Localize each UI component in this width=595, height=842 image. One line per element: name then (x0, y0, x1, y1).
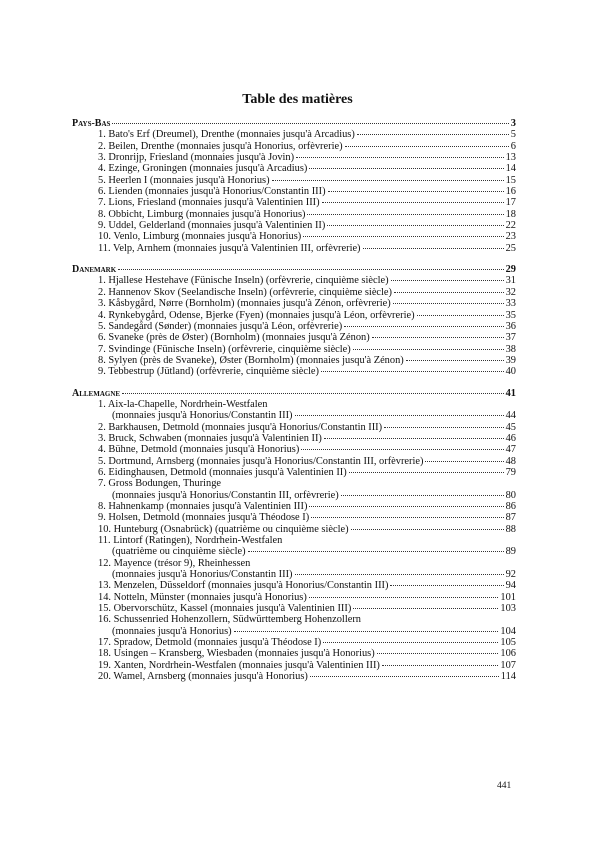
entry-title: 1. Hjallese Hestehave (Fünische Inseln) (orfèvrerie, cinquième siècle) (98, 275, 389, 287)
toc-entry (72, 490, 516, 501)
toc-entry (72, 433, 516, 444)
entry-title: 3. Kåsbygård, Nørre (Bornholm) (monnaies jusqu'à Zénon, orfèvrerie) (98, 298, 391, 310)
entry-title: 20. Wamel, Arnsberg (monnaies jusqu'à Honorius) (98, 671, 308, 683)
entry-title: 6. Svaneke (près de Øster) (Bornholm) (monnaies jusqu'à Zénon) (98, 332, 370, 344)
toc-entry (72, 410, 516, 421)
entry-page-number: 25 (505, 242, 516, 254)
toc-entry (72, 243, 516, 254)
entry-page-number: 105 (500, 637, 516, 649)
dot-leader (393, 303, 504, 304)
dot-leader (349, 472, 504, 473)
entry-page-number: 89 (505, 546, 516, 558)
dot-leader (363, 248, 504, 249)
entry-title: 4. Rynkebygård, Odense, Bjerke (Fyen) (monnaies jusqu'à Léon, orfèvrerie) (98, 309, 415, 321)
entry-page-number: 6 (510, 140, 516, 152)
section-title: Pays-Bas (72, 118, 111, 129)
entry-page-number: 39 (505, 354, 516, 366)
entry-page-number: 80 (505, 489, 516, 501)
toc-entry (72, 298, 516, 309)
entry-page-number: 13 (505, 152, 516, 164)
toc-entry (72, 275, 516, 286)
entry-page-number: 15 (505, 174, 516, 186)
entry-title: 6. Lienden (monnaies jusqu'à Honorius/Constantin III) (98, 186, 326, 198)
toc-entry (72, 637, 516, 648)
entry-page-number: 38 (505, 343, 516, 355)
entry-page-number: 44 (505, 410, 516, 422)
entry-title: (quatrième ou cinquième siècle) (112, 546, 246, 558)
toc-entry (72, 152, 516, 163)
dot-leader (384, 427, 504, 428)
dot-leader (310, 676, 499, 677)
entry-page-number: 35 (505, 309, 516, 321)
entry-title: 4. Bühne, Detmold (monnaies jusqu'à Honorius) (98, 444, 300, 456)
entry-title: 15. Obervorschütz, Kassel (monnaies jusqu'à Valentinien III) (98, 603, 352, 615)
entry-title: 10. Venlo, Limburg (monnaies jusqu'à Honorius) (98, 231, 302, 243)
toc-entry (72, 546, 516, 557)
entry-page-number: 48 (505, 455, 516, 467)
entry-title: 5. Dortmund, Arnsberg (monnaies jusqu'à Honorius/Constantin III, orfèvrerie) (98, 455, 424, 467)
entry-title: 7. Lions, Friesland (monnaies jusqu'à Valentinien III) (98, 197, 320, 209)
entry-page-number: 14 (505, 163, 516, 175)
toc-entry (72, 310, 516, 321)
toc-entry (72, 512, 516, 523)
entry-title: (monnaies jusqu'à Honorius/Constantin III) (112, 569, 293, 581)
entry-page-number: 47 (505, 444, 516, 456)
entry-title: 12. Mayence (trésor 9), Rheinhessen (98, 557, 251, 569)
entry-page-number: 18 (505, 208, 516, 220)
entry-title: 1. Aix-la-Chapelle, Nordrhein-Westfalen (98, 398, 268, 410)
toc-entry (72, 614, 516, 625)
entry-title: (monnaies jusqu'à Honorius/Constantin III) (112, 410, 293, 422)
toc-entry (72, 535, 516, 546)
toc-entry (72, 321, 516, 332)
dot-leader (307, 214, 503, 215)
dot-leader (272, 180, 504, 181)
toc-entry (72, 501, 516, 512)
section-title: Allemagne (72, 387, 121, 399)
entry-title: 8. Sylyen (près de Svaneke), Øster (Bornholm) (monnaies jusqu'à Zénon) (98, 354, 404, 366)
entry-page-number: 88 (505, 523, 516, 535)
toc-entry (72, 592, 516, 603)
toc-entry (72, 197, 516, 208)
dot-leader (248, 551, 504, 552)
toc-entry (72, 287, 516, 298)
entry-page-number: 103 (500, 603, 516, 615)
entry-page-number: 94 (505, 580, 516, 592)
dot-leader (377, 653, 499, 654)
entry-title: 10. Hunteburg (Osnabrück) (quatrième ou cinquième siècle) (98, 523, 349, 535)
entry-page-number: 33 (505, 298, 516, 310)
entry-page-number: 23 (505, 231, 516, 243)
toc-entry (72, 186, 516, 197)
dot-leader (357, 134, 509, 135)
toc-entry (72, 671, 516, 682)
toc-entry (72, 220, 516, 231)
page-title: Table des matières (242, 92, 353, 107)
dot-leader (341, 495, 504, 496)
entry-title: 14. Notteln, Münster (monnaies jusqu'à Honorius) (98, 591, 307, 603)
toc-section-heading (72, 118, 516, 129)
entry-page-number: 37 (505, 332, 516, 344)
dot-leader (351, 529, 504, 530)
dot-leader (382, 665, 499, 666)
entry-title: 8. Obbicht, Limburg (monnaies jusqu'à Honorius) (98, 208, 306, 220)
toc-entry (72, 524, 516, 535)
dot-leader (309, 168, 503, 169)
dot-leader (112, 123, 508, 124)
toc-entry (72, 580, 516, 591)
entry-page-number: 101 (500, 591, 516, 603)
toc-entry (72, 478, 516, 489)
entry-title: 2. Hannenov Skov (Seelandische Inseln) (orfèvrerie, cinquième siècle) (98, 286, 393, 298)
toc-entry (72, 344, 516, 355)
toc-entry (72, 332, 516, 343)
toc-entry (72, 399, 516, 410)
dot-leader (406, 360, 504, 361)
entry-page-number: 36 (505, 320, 516, 332)
dot-leader (345, 146, 509, 147)
dot-leader (344, 326, 503, 327)
dot-leader (394, 292, 504, 293)
entry-page-number: 45 (505, 421, 516, 433)
toc-entry (72, 603, 516, 614)
dot-leader (327, 225, 503, 226)
entry-page-number: 87 (505, 512, 516, 524)
toc-entry (72, 141, 516, 152)
section-title: Danemark (72, 264, 117, 276)
dot-leader (122, 393, 504, 394)
entry-title: (monnaies jusqu'à Honorius/Constantin III, orfèvrerie) (112, 489, 339, 501)
toc-section-heading (72, 388, 516, 399)
toc-entry (72, 355, 516, 366)
toc-entry (72, 129, 516, 140)
entry-title: 2. Barkhausen, Detmold (monnaies jusqu'à Honorius/Constantin III) (98, 421, 383, 433)
entry-title: 6. Eidinghausen, Detmold (monnaies jusqu'à Valentinien II) (98, 466, 347, 478)
toc-section-heading (72, 264, 516, 275)
dot-leader (353, 349, 504, 350)
entry-title: 7. Svindinge (Fünische Inseln) (orfèvrerie, cinquième siècle) (98, 343, 351, 355)
toc-entry (72, 231, 516, 242)
entry-title: 7. Gross Bodungen, Thuringe (98, 478, 222, 490)
entry-title: 19. Xanten, Nordrhein-Westfalen (monnaies jusqu'à Valentinien III) (98, 659, 380, 671)
toc-entry (72, 209, 516, 220)
toc-entry (72, 660, 516, 671)
entry-page-number: 114 (500, 671, 516, 683)
entry-page-number: 79 (505, 466, 516, 478)
entry-title: 11. Lintorf (Ratingen), Nordrhein-Westfalen (98, 535, 283, 547)
entry-page-number: 46 (505, 432, 516, 444)
toc-entry (72, 366, 516, 377)
entry-title: 5. Heerlen I (monnaies jusqu'à Honorius) (98, 174, 270, 186)
entry-title: 2. Beilen, Drenthe (monnaies jusqu'à Honorius, orfèvrerie) (98, 140, 343, 152)
dot-leader (425, 461, 503, 462)
dot-leader (324, 438, 504, 439)
entry-title: 3. Bruck, Schwaben (monnaies jusqu'à Valentinien II) (98, 432, 322, 444)
toc-entry (72, 626, 516, 637)
dot-leader (372, 337, 504, 338)
dot-leader (295, 415, 504, 416)
dot-leader (390, 585, 503, 586)
dot-leader (309, 597, 499, 598)
entry-title: 4. Ezinge, Groningen (monnaies jusqu'à Arcadius) (98, 163, 308, 175)
entry-title: 11. Velp, Arnhem (monnaies jusqu'à Valentinien III, orfèvrerie) (98, 242, 361, 254)
dot-leader (303, 236, 503, 237)
entry-page-number: 16 (505, 186, 516, 198)
toc-entry (72, 422, 516, 433)
entry-page-number: 22 (505, 220, 516, 232)
section-page-number: 41 (505, 387, 516, 399)
dot-leader (118, 269, 503, 270)
entry-title: 8. Hahnenkamp (monnaies jusqu'à Valentinien III) (98, 501, 308, 512)
toc-entry (72, 163, 516, 174)
dot-leader (234, 631, 499, 632)
dot-leader (353, 608, 498, 609)
toc-entry (72, 444, 516, 455)
toc-entry (72, 569, 516, 580)
table-of-contents (72, 118, 516, 683)
entry-title: 9. Uddel, Gelderland (monnaies jusqu'à Valentinien II) (98, 220, 326, 232)
section-page-number: 29 (505, 264, 516, 276)
entry-page-number: 86 (505, 501, 516, 512)
page-number: 441 (497, 781, 512, 791)
dot-leader (311, 517, 503, 518)
toc-entry (72, 558, 516, 569)
entry-title: 18. Usingen – Kransberg, Wiesbaden (monnaies jusqu'à Honorius) (98, 648, 375, 660)
entry-title: 3. Dronrijp, Friesland (monnaies jusqu'à Jovin) (98, 152, 295, 164)
entry-title: 5. Sandegård (Sønder) (monnaies jusqu'à Léon, orfèvrerie) (98, 320, 343, 332)
dot-leader (301, 449, 503, 450)
entry-page-number: 107 (500, 659, 516, 671)
toc-entry (72, 648, 516, 659)
dot-leader (321, 371, 504, 372)
entry-page-number: 106 (500, 648, 516, 660)
dot-leader (296, 157, 504, 158)
dot-leader (322, 202, 504, 203)
entry-page-number: 92 (505, 569, 516, 581)
dot-leader (417, 315, 504, 316)
entry-title: 9. Holsen, Detmold (monnaies jusqu'à Théodose I) (98, 512, 310, 524)
toc-entry (72, 175, 516, 186)
entry-page-number: 40 (505, 366, 516, 378)
toc-entry (72, 467, 516, 478)
entry-page-number: 32 (505, 286, 516, 298)
entry-page-number: 17 (505, 197, 516, 209)
entry-page-number: 31 (505, 275, 516, 287)
dot-leader (295, 574, 504, 575)
entry-title: (monnaies jusqu'à Honorius) (112, 625, 232, 637)
dot-leader (309, 506, 503, 507)
dot-leader (328, 191, 504, 192)
entry-title: 13. Menzelen, Düsseldorf (monnaies jusqu'à Honorius/Constantin III) (98, 580, 389, 592)
entry-title: 17. Spradow, Detmold (monnaies jusqu'à Théodose I) (98, 637, 322, 649)
dot-leader (323, 642, 498, 643)
entry-title: 9. Tebbestrup (Jütland) (orfèvrerie, cinquième siècle) (98, 366, 319, 378)
entry-page-number: 104 (500, 625, 516, 637)
dot-leader (391, 280, 504, 281)
entry-page-number: 5 (510, 129, 516, 141)
entry-title: 16. Schussenried Hohenzollern, Südwürttemberg Hohenzollern (98, 614, 361, 626)
toc-entry (72, 456, 516, 467)
section-page-number: 3 (510, 118, 516, 129)
entry-title: 1. Bato's Erf (Dreumel), Drenthe (monnaies jusqu'à Arcadius) (98, 129, 355, 141)
